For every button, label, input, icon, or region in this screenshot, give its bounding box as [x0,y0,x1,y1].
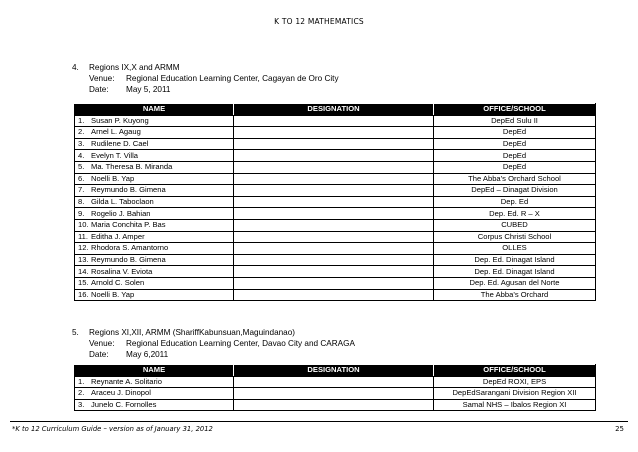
office-cell: DepEd [434,127,596,139]
table-row [75,127,596,139]
date-line [72,84,339,95]
designation-cell [234,254,434,266]
section-number: 4. [72,63,79,72]
table-row [75,115,596,127]
name-cell [75,185,234,197]
designation-cell [234,196,434,208]
designation-cell [234,243,434,255]
participant-name: Noelli B. Yap [91,289,135,299]
office-cell: DepEdSarangani Division Region XII [434,388,596,400]
page-header: K TO 12 MATHEMATICS [274,17,364,26]
participant-name: Araceu J. Dinopol [91,388,151,398]
section-title: Regions IX,X and ARMM [89,63,180,72]
row-number: 1. [78,376,85,386]
row-number: 14. [78,266,89,276]
participant-name: Noelli B. Yap [91,173,135,183]
office-cell: DepEd [434,161,596,173]
col-header-designation: DESIGNATION [234,365,434,377]
office-cell: CUBED [434,219,596,231]
venue-label: Venue: [89,74,115,83]
designation-cell [234,219,434,231]
participants-table-5 [74,364,596,411]
participant-name: Junelo C. Fornolles [91,400,157,410]
row-number: 11. [78,231,88,241]
section-number: 5. [72,328,79,337]
name-cell [75,115,234,127]
table-row [75,161,596,173]
participants-table-4 [74,103,596,301]
date-text: May 6,2011 [126,350,169,359]
table-row [75,388,596,400]
section-4-heading [72,62,339,95]
table-row [75,208,596,220]
name-cell [75,266,234,278]
name-cell [75,243,234,255]
designation-cell [234,266,434,278]
table-row [75,196,596,208]
participant-name: Rhodora S. Amantorno [91,243,169,253]
row-number: 10. [78,220,89,230]
participant-name: Maria Conchita P. Bas [91,220,166,230]
designation-cell [234,161,434,173]
table-row [75,266,596,278]
office-cell: The Abba’s Orchard [434,289,596,301]
office-cell: DepEd Sulu II [434,115,596,127]
table-row [75,289,596,301]
name-cell [75,150,234,162]
office-cell: Dep. Ed. Dinagat Island [434,266,596,278]
row-number: 16. [78,289,89,299]
col-header-office: OFFICE/SCHOOL [434,365,596,377]
designation-cell [234,208,434,220]
designation-cell [234,115,434,127]
name-cell [75,127,234,139]
office-cell: Dep. Ed. R – X [434,208,596,220]
designation-cell [234,376,434,388]
footer-divider [10,421,628,422]
designation-cell [234,399,434,411]
venue-text: Regional Education Learning Center, Cagayan de Oro City [126,74,339,83]
office-cell: DepEd [434,138,596,150]
table-row [75,138,596,150]
participant-name: Rogelio J. Bahian [91,208,151,218]
row-number: 2. [78,127,85,137]
office-cell: The Abba’s Orchard School [434,173,596,185]
col-header-designation: DESIGNATION [234,104,434,116]
row-number: 13. [78,255,89,265]
date-label: Date: [89,85,109,94]
section-5-heading [72,327,355,360]
designation-cell [234,289,434,301]
participant-name: Evelyn T. Villa [91,150,138,160]
row-number: 1. [78,115,85,125]
participant-name: Arnel L. Agaug [91,127,141,137]
office-cell: DepEd ROXI, EPS [434,376,596,388]
designation-cell [234,127,434,139]
row-number: 5. [78,162,85,172]
name-cell [75,161,234,173]
name-cell [75,289,234,301]
participant-name: Reymundo B. Gimena [91,255,166,265]
table-row [75,399,596,411]
table-row [75,185,596,197]
venue-label: Venue: [89,339,115,348]
row-number: 6. [78,173,85,183]
designation-cell [234,388,434,400]
participant-name: Arnold C. Solen [91,278,145,288]
office-cell: Corpus Christi School [434,231,596,243]
table-row [75,243,596,255]
name-cell [75,399,234,411]
table-row [75,219,596,231]
designation-cell [234,231,434,243]
participant-name: Susan P. Kuyong [91,115,149,125]
name-cell [75,376,234,388]
name-cell [75,138,234,150]
row-number: 7. [78,185,85,195]
row-number: 2. [78,388,85,398]
office-cell: DepEd [434,150,596,162]
participant-name: Reymundo B. Gimena [91,185,166,195]
designation-cell [234,185,434,197]
table-row [75,254,596,266]
section-title: Regions XI,XII, ARMM (ShariffKabunsuan,Maguindanao) [89,328,296,337]
name-cell [75,254,234,266]
participant-name: Ma. Theresa B. Miranda [91,162,173,172]
row-number: 8. [78,197,85,207]
date-text: May 5, 2011 [126,85,171,94]
row-number: 12. [78,243,89,253]
office-cell: OLLES [434,243,596,255]
name-cell [75,208,234,220]
designation-cell [234,277,434,289]
row-number: 9. [78,208,85,218]
name-cell [75,388,234,400]
col-header-name: NAME [75,365,234,377]
participant-name: Rosalina V. Eviota [91,266,153,276]
name-cell [75,196,234,208]
participant-name: Reynante A. Solitario [91,376,162,386]
office-cell: Dep. Ed. Dinagat Island [434,254,596,266]
col-header-name: NAME [75,104,234,116]
participant-name: Gilda L. Taboclaon [91,197,154,207]
table-row [75,231,596,243]
footer-note: *K to 12 Curriculum Guide – version as of January 31, 2012 [12,425,213,433]
col-header-office: OFFICE/SCHOOL [434,104,596,116]
table-row [75,150,596,162]
venue-line [72,338,355,349]
name-cell [75,231,234,243]
participant-name: Editha J. Amper [91,231,145,241]
table-row [75,376,596,388]
venue-line [72,73,339,84]
date-label: Date: [89,350,109,359]
row-number: 4. [78,150,85,160]
row-number: 3. [78,139,85,149]
office-cell: DepEd – Dinagat Division [434,185,596,197]
designation-cell [234,138,434,150]
name-cell [75,277,234,289]
designation-cell [234,173,434,185]
row-number: 15. [78,278,89,288]
row-number: 3. [78,400,85,410]
name-cell [75,219,234,231]
venue-text: Regional Education Learning Center, Davao City and CARAGA [126,339,355,348]
participant-name: Rudilene D. Cael [91,139,149,149]
page-number: 25 [615,425,624,433]
office-cell: Dep. Ed [434,196,596,208]
table-row [75,173,596,185]
date-line [72,349,355,360]
office-cell: Samal NHS – Ibalos Region XI [434,399,596,411]
name-cell [75,173,234,185]
office-cell: Dep. Ed. Agusan del Norte [434,277,596,289]
table-row [75,277,596,289]
designation-cell [234,150,434,162]
